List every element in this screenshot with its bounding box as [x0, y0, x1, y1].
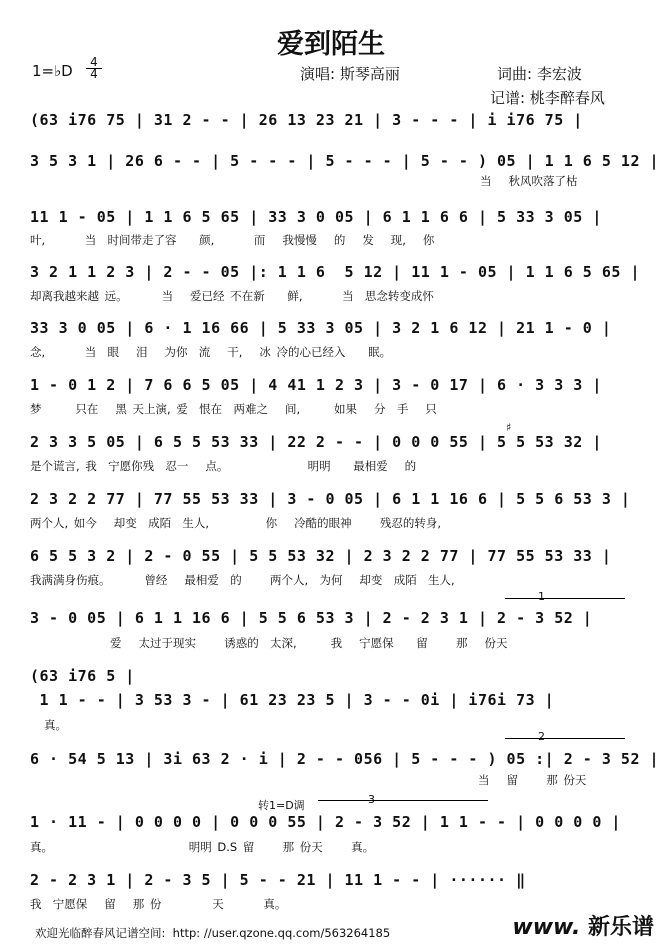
score-row-6-notes: 1 - 0 1 2 | 7 6 6 5 05 | 4 41 1 2 3 | 3 - 0 17 | 6 · 3 3 3 | — [30, 376, 602, 394]
footer-text: 欢迎光临醉春风记谱空间: http: //user.qzone.qq.com/563264185 — [35, 926, 391, 940]
score-row-12-notes: 6 · 54 5 13 | 3i 63 2 · i | 2 - - 056 | 5 - - - ) 05 :| 2 - 3 52 | — [30, 750, 660, 768]
score-row-3-lyrics: 叶, 当 时间带走了容 颜, 而 我慢慢 的 发 现, 你 — [30, 233, 435, 247]
score-row-11-lyrics: 真。 — [44, 718, 67, 732]
score-row-4-lyrics: 却离我越来越 远。 当 爱已经 不在新 鲜, 当 思念转变成怀 — [30, 289, 434, 303]
song-title: 爱到陌生 — [277, 29, 385, 60]
score-row-13-lyrics: 真。 明明 D.S 留 那 份天 真。 — [30, 840, 375, 854]
singer-credit: 演唱: 斯琴高丽 — [300, 65, 400, 83]
volta-3-bracket — [318, 800, 488, 801]
score-row-10-lyrics: 爱 太过于现实 诱惑的 太深, 我 宁愿保 留 那 份天 — [110, 636, 508, 650]
score-row-7-notes: 2 3 3 5 05 | 6 5 5 53 33 | 22 2 - - | 0 0 0 55 | 5 5 53 32 | — [30, 433, 602, 451]
watermark-logo — [512, 910, 654, 941]
watermark-brand: 新乐谱 — [587, 914, 654, 940]
score-row-12-lyrics: 当 留 那 份天 — [478, 773, 587, 787]
sharp-accidental: ♯ — [506, 421, 512, 434]
score-row-2-notes: 3 5 3 1 | 26 6 - - | 5 - - - | 5 - - - | 5 - - ) 05 | 1 1 6 5 12 | — [30, 152, 660, 170]
volta-1-marker: 1 — [538, 590, 545, 603]
composer-credit: 词曲: 李宏波 — [497, 65, 582, 83]
time-signature — [86, 57, 102, 80]
score-row-4-notes: 3 2 1 1 2 3 | 2 - - 05 |: 1 1 6 5 12 | 11 1 - 05 | 1 1 6 5 65 | — [30, 263, 640, 281]
score-row-11-notes: (63 i76 5 | 1 1 - - | 3 53 3 - | 61 23 23 5 | 3 - - 0i | i76i 73 | — [30, 667, 555, 709]
score-row-5-lyrics: 念, 当 眼 泪 为你 流 干, 冰 冷的心已经入 眠。 — [30, 345, 392, 359]
recorder-credit: 记谱: 桃李醉春风 — [490, 89, 605, 107]
volta-2-marker: 2 — [538, 730, 545, 743]
volta-1-bracket — [505, 598, 625, 599]
score-row-3-notes: 11 1 - 05 | 1 1 6 5 65 | 33 3 0 05 | 6 1 1 6 6 | 5 33 3 05 | — [30, 208, 602, 226]
score-row-7-lyrics: 是个谎言, 我 宁愿你残 忍一 点。 明明 最相爱 的 — [30, 459, 417, 473]
score-row-10-notes: 3 - 0 05 | 6 1 1 16 6 | 5 5 6 53 3 | 2 - 2 3 1 | 2 - 3 52 | — [30, 609, 593, 627]
score-row-6-lyrics: 梦 只在 黑 天上演, 爱 恨在 两难之 间, 如果 分 手 只 — [30, 402, 437, 416]
score-row-14-lyrics: 我 宁愿保 留 那 份 天 真。 — [30, 897, 287, 911]
score-row-8-notes: 2 3 2 2 77 | 77 55 53 33 | 3 - 0 05 | 6 1 1 16 6 | 5 5 6 53 3 | — [30, 490, 631, 508]
watermark-text: www. — [512, 915, 581, 940]
score-row-5-notes: 33 3 0 05 | 6 · 1 16 66 | 5 33 3 05 | 3 2 1 6 12 | 21 1 - 0 | — [30, 319, 612, 337]
volta-2-bracket — [505, 738, 625, 739]
time-signature-bottom: 4 — [86, 68, 102, 80]
score-row-1-notes: (63 i76 75 | 31 2 - - | 26 13 23 21 | 3 - - - | i i76 75 | — [30, 111, 583, 129]
score-row-9-notes: 6 5 5 3 2 | 2 - 0 55 | 5 5 53 32 | 2 3 2 2 77 | 77 55 53 33 | — [30, 547, 612, 565]
time-signature-top: 4 — [90, 55, 98, 69]
key-signature: 1=♭D — [32, 62, 73, 80]
score-row-14-notes: 2 - 2 3 1 | 2 - 3 5 | 5 - - 21 | 11 1 - - | ······ ‖ — [30, 871, 526, 889]
volta-3-marker: 3 — [368, 793, 375, 806]
score-row-8-lyrics: 两个人, 如今 却变 成陌 生人, 你 冷酷的眼神 残忍的转身, — [30, 516, 442, 530]
key-change-marker: 转1=D调 — [258, 799, 305, 812]
score-row-9-lyrics: 我满满身伤痕。 曾经 最相爱 的 两个人, 为何 却变 成陌 生人, — [30, 573, 455, 587]
score-row-13-notes: 1 · 11 - | 0 0 0 0 | 0 0 0 55 | 2 - 3 52 | 1 1 - - | 0 0 0 0 | — [30, 813, 621, 831]
score-row-2-lyrics: 当 秋风吹落了枯 — [480, 174, 578, 188]
